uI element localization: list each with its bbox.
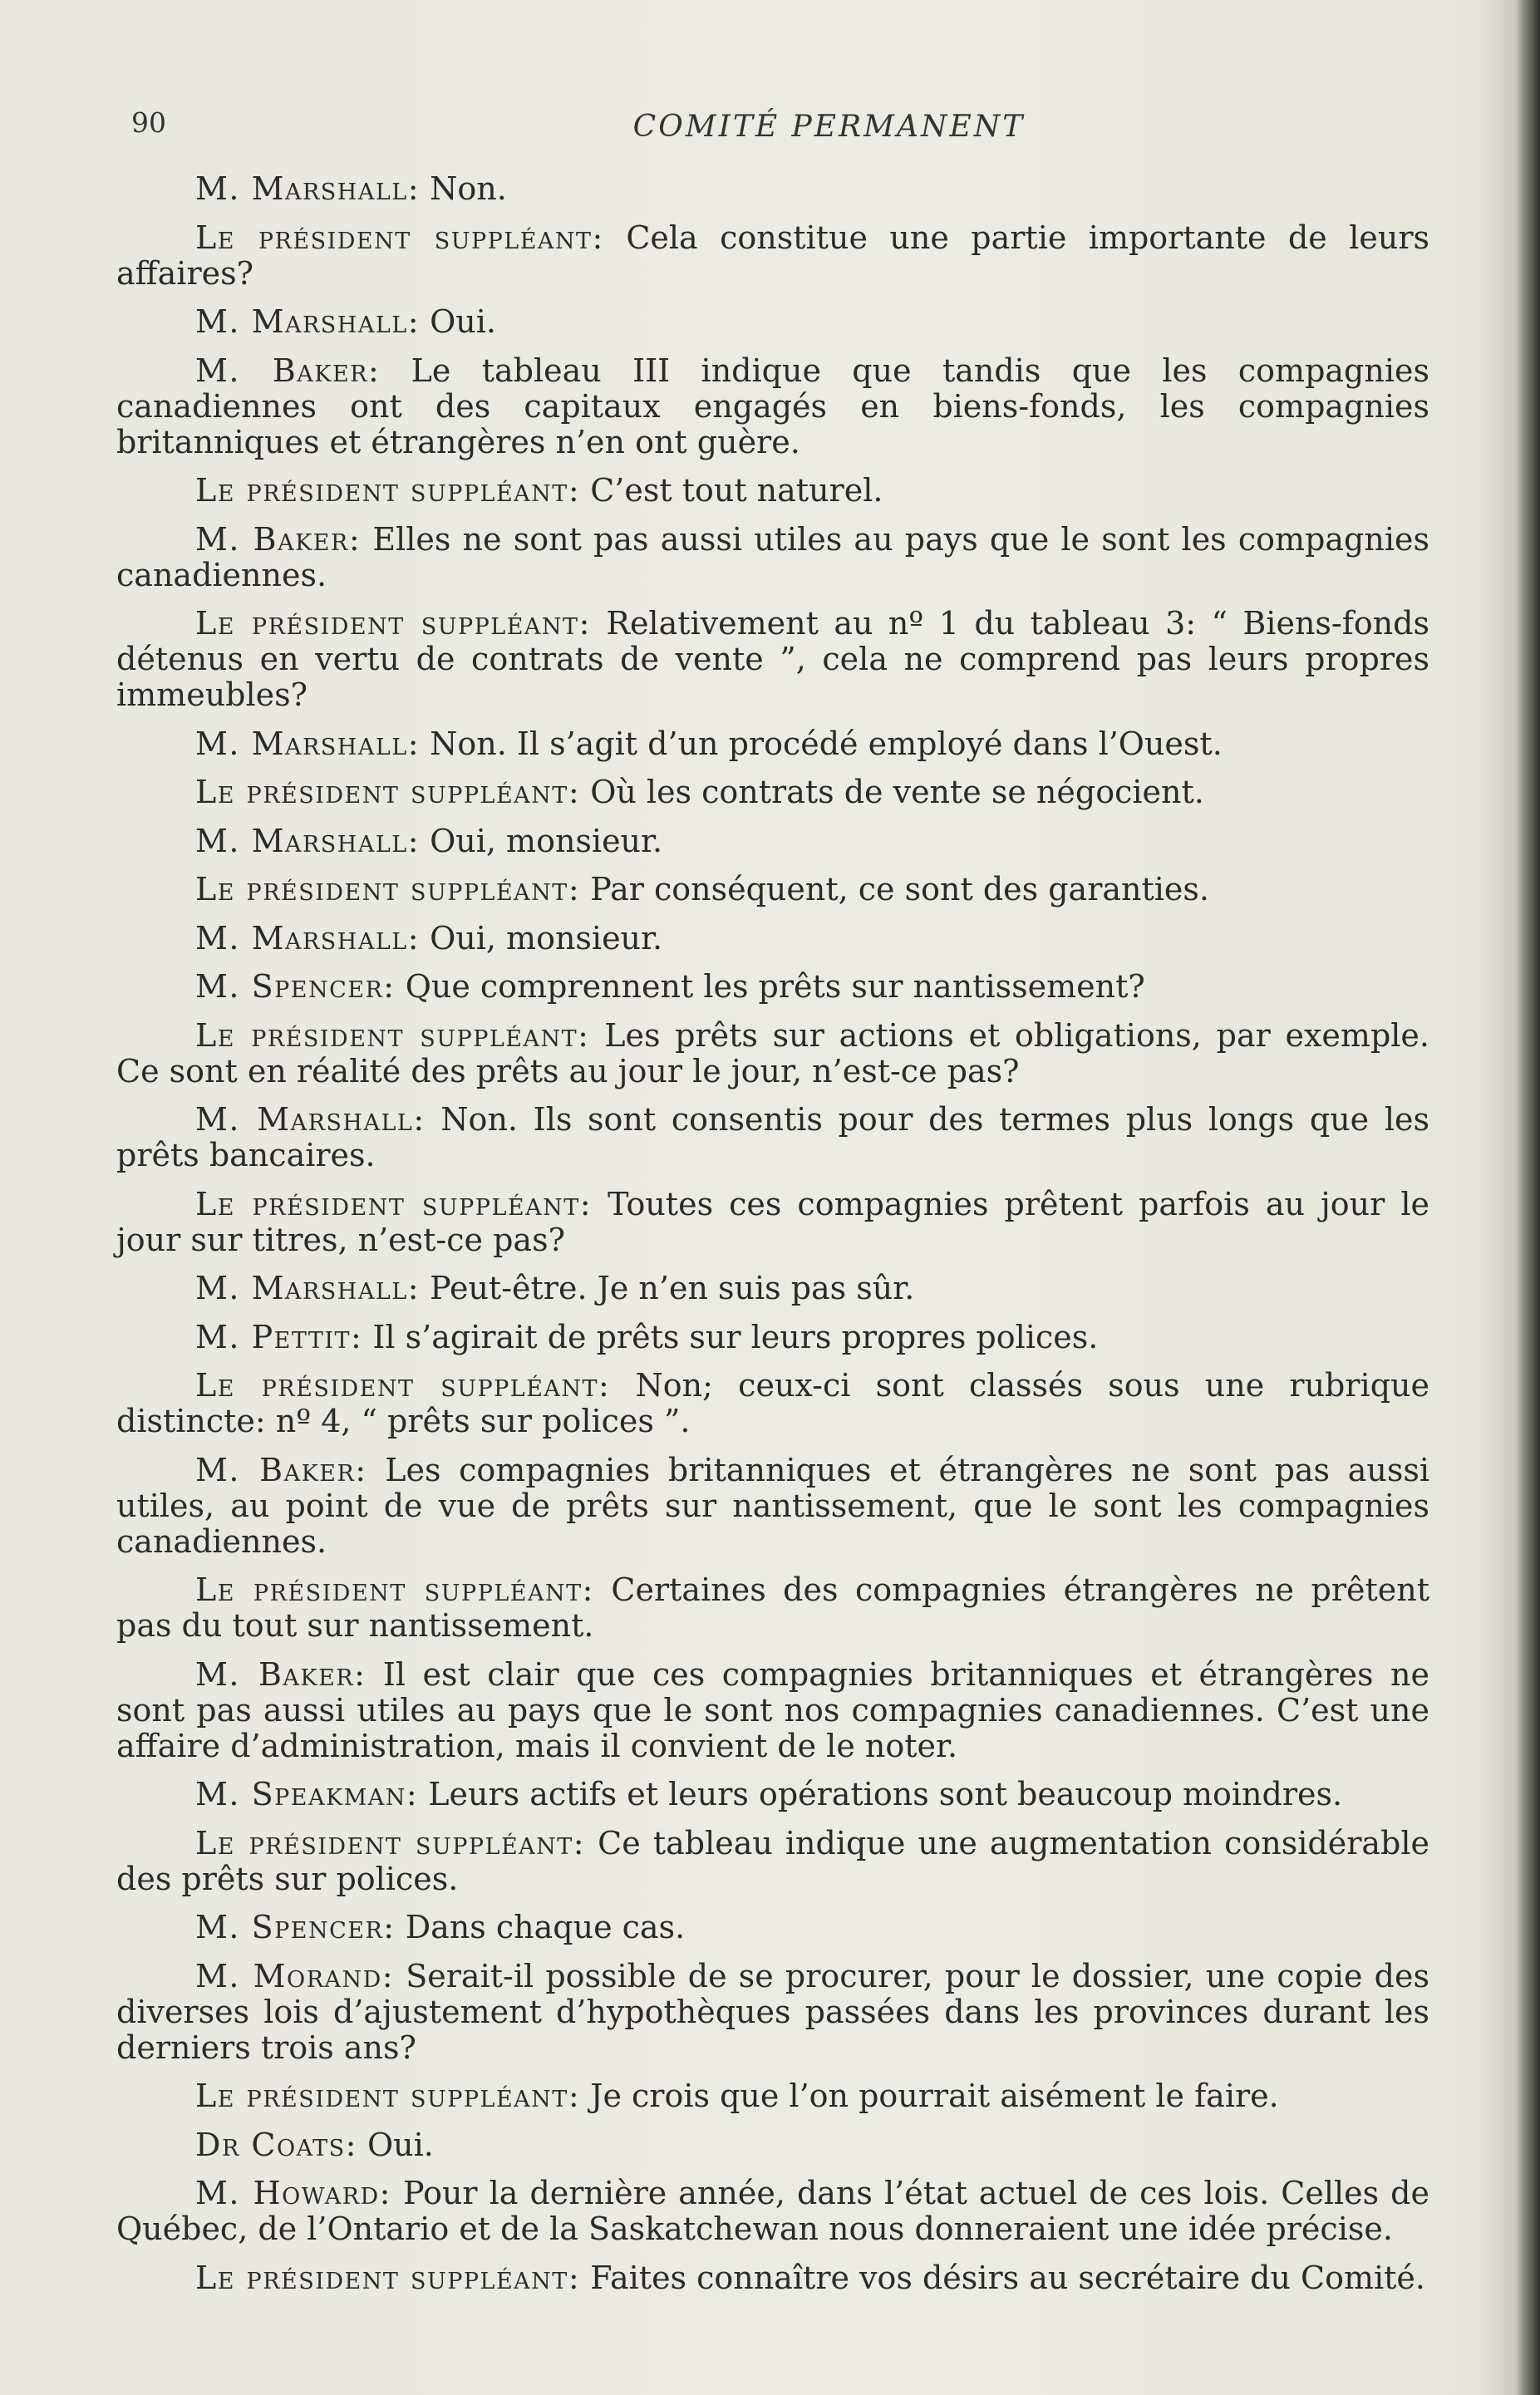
speech-text: Où les contrats de vente se négocient. xyxy=(580,774,1204,810)
transcript-paragraph xyxy=(116,473,1429,509)
speech-text: Par conséquent, ce sont des garanties. xyxy=(580,871,1209,907)
speech-text: Serait-il possible de se procurer, pour le dossier, une copie des diverses lois d’ajustement d’hypothèques passées dans les provinces durant les derniers trois ans? xyxy=(116,1957,1429,2066)
speaker-name: Le président suppléant: xyxy=(195,605,591,642)
speaker-name: Le président suppléant: xyxy=(195,219,604,256)
transcript-paragraph xyxy=(116,872,1429,907)
speaker-name: M. Baker: xyxy=(195,352,381,389)
speaker-name: Le président suppléant: xyxy=(195,871,581,907)
speech-text: Pour la dernière année, dans l’état actuel de ces lois. Celles de Québec, de l’Ontario et de la Saskatchewan nous donneraient une idée précise. xyxy=(116,2175,1429,2247)
speaker-name: Le président suppléant: xyxy=(195,2078,581,2114)
speech-text: Faites connaître vos désirs au secrétaire du Comité. xyxy=(580,2259,1425,2296)
speech-text: Elles ne sont pas aussi utiles au pays que le sont les compagnies canadiennes. xyxy=(116,520,1429,593)
speech-text: Non. xyxy=(420,170,507,207)
speaker-name: Le président suppléant: xyxy=(195,1016,590,1054)
transcript-paragraph xyxy=(116,1910,1429,1945)
transcript-paragraph xyxy=(116,1368,1429,1439)
speech-text: Les prêts sur actions et obligations, par exemple. Ce sont en réalité des prêts au jour le jour, n’est-ce pas? xyxy=(116,1016,1430,1089)
speaker-name: M. Marshall: xyxy=(195,1270,421,1306)
speech-text: Oui, monsieur. xyxy=(420,919,663,957)
speaker-name: M. Marshall: xyxy=(195,303,421,340)
transcript-paragraph xyxy=(116,726,1429,762)
speech-text: Oui, monsieur. xyxy=(420,822,663,859)
speaker-name: M. Baker: xyxy=(195,1451,367,1488)
speech-text: Cela constitue une partie importante de leurs affaires? xyxy=(116,219,1429,292)
speech-text: Les compagnies britanniques et étrangères ne sont pas aussi utiles, au point de vue de prêts sur nantissement, que le sont les compagnies canadiennes. xyxy=(116,1451,1429,1560)
transcript-paragraph xyxy=(116,1271,1429,1306)
transcript-paragraph xyxy=(116,921,1429,957)
transcript-paragraph xyxy=(116,171,1429,207)
speaker-name: Le président suppléant: xyxy=(195,774,581,810)
speaker-name: M. Spencer: xyxy=(195,968,396,1005)
speech-text: Leurs actifs et leurs opérations sont beaucoup moindres. xyxy=(418,1776,1343,1812)
speech-text: Toutes ces compagnies prêtent parfois au jour le jour sur titres, n’est-ce pas? xyxy=(116,1185,1429,1258)
speech-text: Je crois que l’on pourrait aisément le faire. xyxy=(580,2078,1279,2114)
speech-text: Non. Il s’agit d’un procédé employé dans l’Ouest. xyxy=(420,725,1223,762)
transcript-paragraph xyxy=(116,606,1429,713)
speaker-name: M. Marshall: xyxy=(195,725,421,762)
speaker-name: M. Marshall: xyxy=(195,822,421,859)
transcript-paragraph xyxy=(116,220,1429,292)
speech-text: Oui. xyxy=(357,2126,434,2163)
speech-text: Il s’agirait de prêts sur leurs propres polices. xyxy=(362,1318,1099,1355)
speech-text: Non. Ils sont consentis pour des termes plus longs que les prêts bancaires. xyxy=(116,1101,1429,1173)
speech-text: Le tableau III indique que tandis que les compagnies canadiennes ont des capitaux engagés en biens-fonds, les compagnies britanniques et étrangères n’en ont guère. xyxy=(116,352,1429,460)
transcript-paragraph xyxy=(116,1102,1429,1173)
speech-text: Il est clair que ces compagnies britanniques et étrangères ne sont pas aussi utiles au pays que le sont nos compagnies canadiennes. C’est une affaire d’administration, mais il convient de le noter. xyxy=(116,1655,1429,1764)
transcript-paragraph xyxy=(116,1453,1429,1560)
speech-text: Oui. xyxy=(420,303,496,340)
speech-text: Dans chaque cas. xyxy=(395,1909,686,1945)
transcript-paragraph xyxy=(116,1777,1429,1812)
page-edge-shadow xyxy=(1515,0,1540,2395)
transcript-paragraph xyxy=(116,2078,1429,2114)
speaker-name: Le président suppléant: xyxy=(195,472,581,509)
transcript-paragraph xyxy=(116,1826,1429,1897)
speaker-name: M. Pettit: xyxy=(195,1318,363,1355)
speaker-name: Le président suppléant: xyxy=(195,1571,594,1608)
speaker-name: M. Morand: xyxy=(195,1957,395,1994)
speaker-name: Le président suppléant: xyxy=(195,1185,593,1222)
transcript-paragraph xyxy=(116,1187,1429,1258)
transcript-paragraph xyxy=(116,2176,1429,2247)
transcript-paragraph xyxy=(116,1018,1429,1089)
transcript-body xyxy=(116,171,1429,2309)
speaker-name: Le président suppléant: xyxy=(195,1367,611,1404)
transcript-paragraph xyxy=(116,1320,1429,1355)
transcript-paragraph xyxy=(116,2127,1429,2163)
transcript-paragraph xyxy=(116,304,1429,340)
speaker-name: M. Marshall: xyxy=(195,919,421,957)
speech-text: Non; ceux-ci sont classés sous une rubrique distincte: nº 4, “ prêts sur polices ”. xyxy=(116,1367,1429,1439)
page-number: 90 xyxy=(131,106,166,139)
transcript-paragraph xyxy=(116,522,1429,593)
transcript-paragraph xyxy=(116,969,1429,1005)
speaker-name: Le président suppléant: xyxy=(195,1824,586,1861)
speech-text: Ce tableau indique une augmentation considérable des prêts sur polices. xyxy=(116,1824,1429,1897)
transcript-paragraph xyxy=(116,1657,1429,1764)
transcript-paragraph xyxy=(116,1959,1429,2066)
speech-text: C’est tout naturel. xyxy=(580,472,883,509)
transcript-paragraph xyxy=(116,775,1429,810)
speech-text: Certaines des compagnies étrangères ne prêtent pas du tout sur nantissement. xyxy=(116,1571,1430,1644)
speaker-name: M. Baker: xyxy=(195,1655,367,1693)
running-title: COMITÉ PERMANENT xyxy=(632,110,1026,144)
speaker-name: M. Speakman: xyxy=(195,1776,419,1812)
speaker-name: M. Spencer: xyxy=(195,1909,396,1945)
transcript-paragraph xyxy=(116,353,1429,460)
speech-text: Peut-être. Je n’en suis pas sûr. xyxy=(420,1270,915,1306)
transcript-paragraph xyxy=(116,824,1429,859)
speaker-name: Le président suppléant: xyxy=(195,2259,581,2296)
speaker-name: M. Baker: xyxy=(195,520,362,558)
speaker-name: M. Howard: xyxy=(195,2175,391,2211)
speech-text: Que comprennent les prêts sur nantissement? xyxy=(395,968,1145,1005)
page-header xyxy=(125,106,1434,156)
speaker-name: M. Marshall: xyxy=(195,170,421,207)
speech-text: Relativement au nº 1 du tableau 3: “ Biens-fonds détenus en vertu de contrats de vente ”, cela ne comprend pas leurs propres immeubles? xyxy=(116,605,1429,713)
transcript-paragraph xyxy=(116,1572,1429,1644)
transcript-paragraph xyxy=(116,2260,1429,2296)
speaker-name: M. Marshall: xyxy=(195,1101,426,1138)
speaker-name: Dr Coats: xyxy=(195,2126,357,2163)
